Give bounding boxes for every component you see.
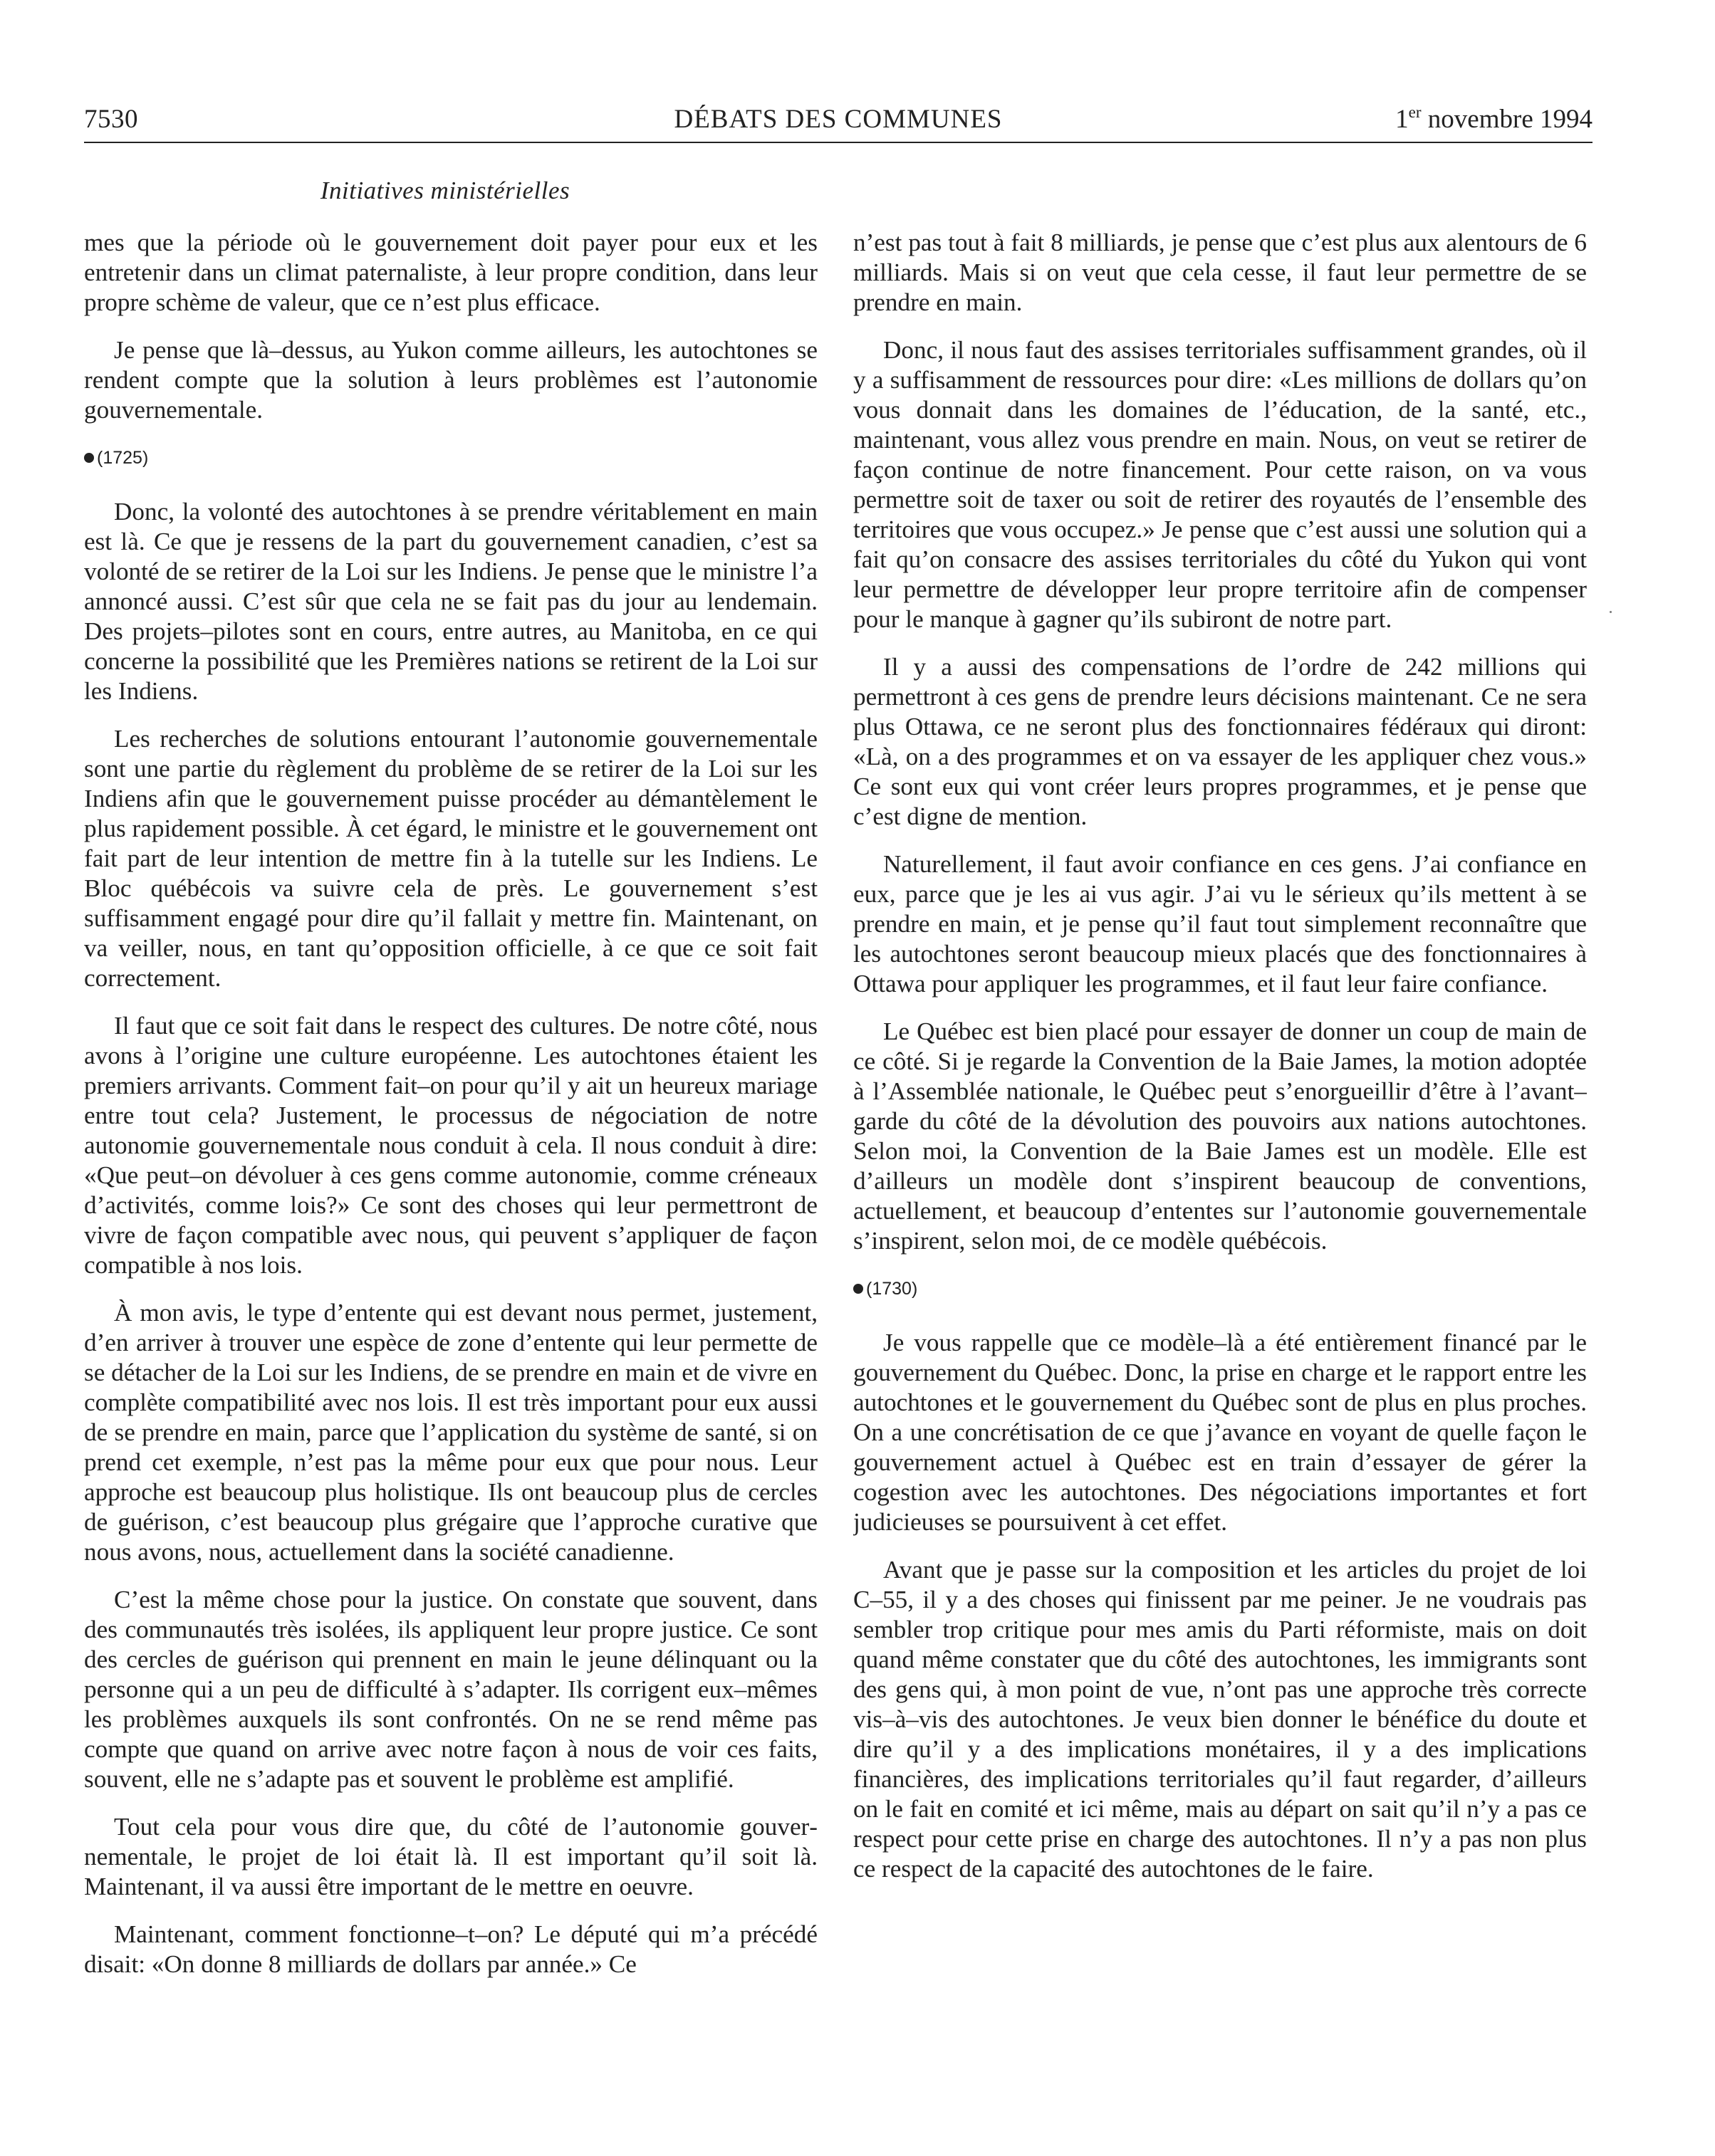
paragraph: Donc, la volonté des autochtones à se prendre véritablement en main est là. Ce que je ressens de la part du gouvernement canadien, c’est sa volonté de se retirer de la Loi sur les Indiens. Je pense que le ministre l’a annoncé aussi. C’est sûr que cela ne se fait pas du jour au lendemain. Des projets–pilotes sont en cours, entre autres, au Manitoba, en ce qui concerne la possibilité que les Premières nations se retirent de la Loi sur les Indiens.: [84, 498, 818, 705]
paragraph: Il y a aussi des compensations de l’ordre de 242 millions qui permettront à ces gens de prendre leurs décisions maintenant. Ce ne sera plus Ottawa, ce ne seront plus des fonctionnaires fédéraux qui diront: «Là, on a des programmes et on va essayer de les appliquer chez vous.» Ce sont eux qui vont créer leurs propres programmes, et je pense que c’est digne de mention.: [853, 653, 1587, 830]
bullet-icon: [84, 453, 94, 463]
paragraph: Il faut que ce soit fait dans le respect des cultures. De notre côté, nous avons à l’origine une culture européenne. Les autochtones étaient les premiers arrivants. Comment fait–on pour qu’il y ait un heureux mariage entre tout cela? Justement, le processus de négociation de notre autonomie gouvernementale nous conduit à cela. Il nous conduit à dire: «Que peut–on dévoluer à ces gens comme autonomie, comme créneaux d’activités, comme lois?» Ce sont des choses qui leur permettront de vivre de façon compatible avec nous, qui peuvent s’appliquer de façon compatible à nos lois.: [84, 1012, 818, 1279]
paragraph: mes que la période où le gouvernement doit payer pour eux et les entretenir dans un climat paternaliste, à leur propre condition, dans leur propre schème de valeur, que ce n’est plus efficace.: [84, 229, 818, 316]
paragraph: Naturellement, il faut avoir confiance en ces gens. J’ai confiance en eux, parce que je les ai vus agir. J’ai vu le sérieux qu’ils mettent à se prendre en main, et je pense qu’il faut tout simplement reconnaître que les autochtones seront beaucoup mieux placés que des fonctionnaires à Ottawa pour appliquer les programmes, et il faut leur faire confiance.: [853, 850, 1587, 998]
scan-speck: [1610, 611, 1612, 613]
paragraph: À mon avis, le type d’entente qui est devant nous permet, justement, d’en arriver à trouver une espèce de zone d’entente qui leur permette de se détacher de la Loi sur les Indiens, de se prendre en main et de vivre en complète compatibilité avec nos lois. Il est très important pour eux aussi de se prendre en main, parce que l’application du système de santé, si on prend cet exemple, n’est pas la même pour eux que pour nous. Leur approche est beaucoup plus holistique. Ils ont beaucoup plus de cercles de guérison, c’est beaucoup plus grégaire que l’approche curative que nous avons, nous, actuellement dans la société canadienne.: [84, 1299, 818, 1566]
right-column: [853, 228, 1587, 2136]
date-day: 1: [1395, 105, 1409, 134]
publication-title: DÉBATS DES COMMUNES: [674, 105, 1003, 134]
time-marker-text: (1730): [866, 1279, 918, 1299]
sitting-date: [1395, 101, 1592, 138]
paragraph: C’est la même chose pour la justice. On constate que souvent, dans des communautés très isolées, ils appliquent leur propre justice. Ce sont des cercles de guérison qui prennent en main le jeune délinquant ou la personne qui a un peu de difficulté à s’adapter. Ils corrigent eux–mêmes les problèmes auxquels ils sont confrontés. On ne se rend même pas compte que quand on arrive avec notre façon à nous de voir ces faits, souvent, elle ne s’adapte pas et souvent le problème est amplifié.: [84, 1586, 818, 1793]
paragraph: Je vous rappelle que ce modèle–là a été entièrement financé par le gouvernement du Québec. Donc, la prise en charge et le rapport entre les autochtones et le gouvernement du Québec sont de plus en plus proches. On a une concrétisation de ce que j’avance en voyant de quelle façon le gouvernement actuel à Québec est en train d’essayer de gérer la cogestion avec les autochtones. Des négociations importantes et fort judicieuses se poursuivent à cet effet.: [853, 1329, 1587, 1536]
paragraph: Donc, il nous faut des assises territoriales suffisamment grandes, où il y a suffisamment de ressources pour dire: «Les millions de dollars qu’on vous donnait dans les domaines de l’éducation, de la santé, etc., maintenant, vous allez vous prendre en main. Nous, on veut se retirer de façon continue de notre financement. Pour cette raison, on va vous permettre soit de taxer ou soit de retirer des royautés de l’ensemble des territoires que vous occupez.» Je pense que c’est aussi une solution qui a fait qu’on consacre des assises territoriales du côté du Yukon qui vont leur permettre de développer leur propre territoire afin de compenser pour le manque à gagner qu’ils subiront de notre part.: [853, 336, 1587, 633]
time-marker: [853, 1274, 1587, 1304]
bullet-icon: [853, 1284, 863, 1294]
paragraph: Avant que je passe sur la composition et les articles du projet de loi C–55, il y a des choses qui finissent par me peiner. Je ne voudrais pas sembler trop critique pour mes amis du Parti réformiste, mais on doit quand même constater que du côté des autochtones, les immigrants sont des gens qui, à mon point de vue, n’ont pas une approche très correcte vis–à–vis des autochtones. Je veux bien donner le bénéfice du doute et dire qu’il y a des implications monétaires, il y a des implications financières, des implications territoriales qu’il faut regarder, d’ailleurs on le fait en comité et ici même, mais au départ on sait qu’il n’y a pas ce respect pour cette prise en charge des autochtones. Il n’y a pas non plus ce respect de la capacité des autochtones de le faire.: [853, 1556, 1587, 1883]
paragraph: n’est pas tout à fait 8 milliards, je pense que c’est plus aux alentours de 6 milliards. Mais si on veut que cela cesse, il faut leur permettre de se prendre en main.: [853, 229, 1587, 316]
date-rest: novembre 1994: [1421, 105, 1592, 134]
left-column: [84, 228, 818, 2136]
time-marker-text: (1725): [97, 448, 149, 468]
paragraph: Tout cela pour vous dire que, du côté de l’autonomie gouvernementale, le projet de loi était là. Il est important qu’il soit là. Maintenant, il va aussi être important de le mettre en oeuvre.: [84, 1813, 818, 1900]
section-heading: Initiatives ministérielles: [320, 177, 570, 204]
header-rule: [84, 142, 1592, 143]
paragraph: Les recherches de solutions entourant l’autonomie gouvernementale sont une partie du règlement du problème de se retirer de la Loi sur les Indiens afin que le gouvernement puisse procéder au démantèlement le plus rapidement possible. À cet égard, le ministre et le gouvernement ont fait part de leur intention de mettre fin à la tutelle sur les Indiens. Le Bloc québécois va suivre cela de près. Le gouvernement s’est suffisamment engagé pour dire qu’il fallait y mettre fin. Maintenant, on va veiller, nous, en tant qu’opposition officielle, à ce que ce soit fait correctement.: [84, 725, 818, 992]
page-header: [84, 101, 1592, 138]
date-ordinal: er: [1408, 103, 1422, 121]
paragraph: Le Québec est bien placé pour essayer de donner un coup de main de ce côté. Si je regarde la Convention de la Baie James, la motion adoptée à l’Assemblée nationale, le Québec peut s’enorgueillir d’être à l’avant–garde du côté de la dévolution des pouvoirs aux nations autochtones. Selon moi, la Convention de la Baie James est un modèle. Elle est d’ailleurs un modèle dont s’inspirent beaucoup de conventions, actuellement, et beaucoup d’ententes sur l’autonomie gouvernementale s’inspirent, selon moi, de ce modèle québécois.: [853, 1017, 1587, 1255]
page-number: 7530: [84, 105, 138, 134]
paragraph: Je pense que là–dessus, au Yukon comme ailleurs, les autochtones se rendent compte que la solution à leurs problèmes est l’autonomie gouvernementale.: [84, 336, 818, 424]
time-marker: [84, 443, 818, 473]
paragraph: Maintenant, comment fonctionne–t–on? Le député qui m’a précédé disait: «On donne 8 milliards de dollars par année.» Ce: [84, 1920, 818, 1978]
